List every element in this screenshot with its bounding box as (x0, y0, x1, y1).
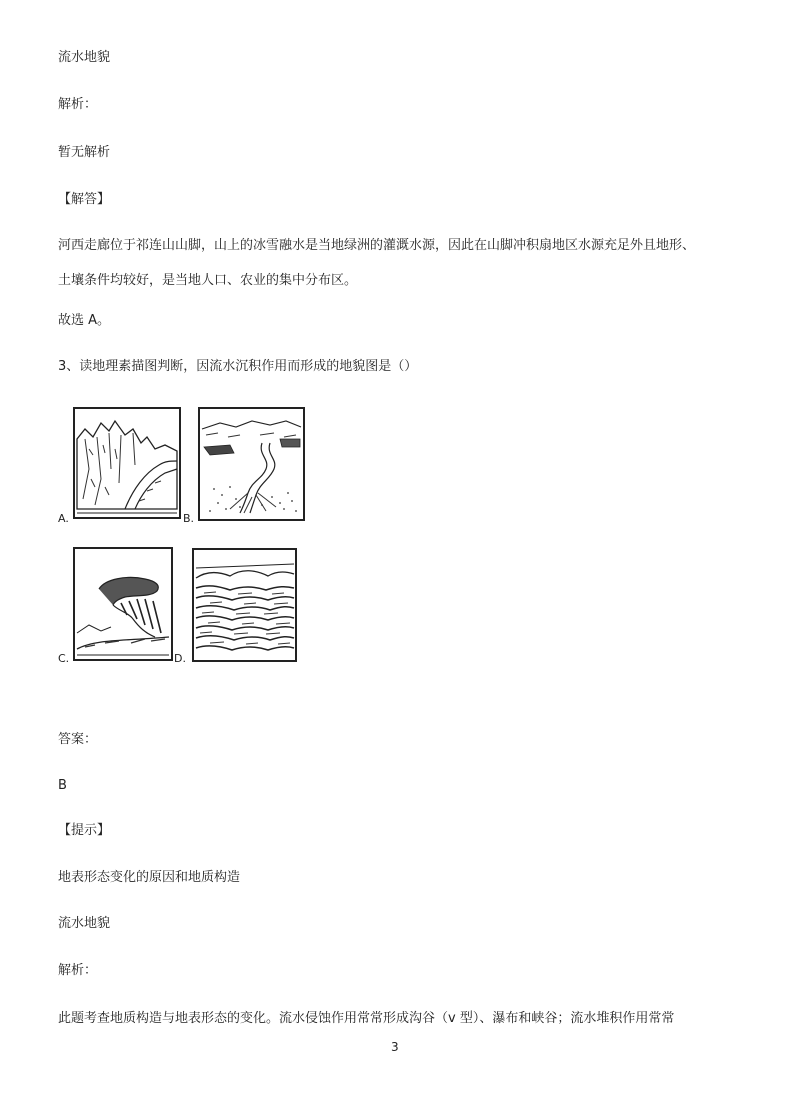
analysis-label: 解析： (58, 963, 98, 978)
option-a-sketch (73, 407, 181, 519)
text-line: 地表形态变化的原因和地质构造 (58, 870, 241, 885)
option-b-label: B. (183, 512, 195, 525)
text-line: 流水地貌 (58, 50, 111, 65)
option-b-sketch (198, 407, 305, 521)
text-line: 流水地貌 (58, 916, 111, 931)
option-a-label: A. (58, 512, 69, 525)
text-line: 此题考查地质构造与地表形态的变化。流水侵蚀作用常常形成沟谷（v 型）、瀑布和峡谷；流水堆积作用常常 (58, 1011, 675, 1026)
analysis-label: 解析： (58, 97, 98, 112)
text-line: 故选 A。 (58, 313, 111, 328)
option-c-sketch (73, 547, 173, 661)
page-number: 3 (391, 1040, 399, 1054)
text-line: 河西走廊位于祁连山山脚，山上的冰雪融水是当地绿洲的灌溉水源，因此在山脚冲积扇地区水源充足外且地形、 (58, 238, 696, 253)
option-d-sketch (192, 548, 297, 662)
text-line: 土壤条件均较好，是当地人口、农业的集中分布区。 (58, 273, 358, 288)
hint-heading: 【提示】 (58, 823, 111, 838)
question-3: 3、读地理素描图判断，因流水沉积作用而形成的地貌图是（） (58, 359, 418, 374)
answer-value: B (58, 778, 67, 793)
option-c-label: C. (58, 652, 70, 665)
text-line: 暂无解析 (58, 145, 111, 160)
answer-section-heading: 【解答】 (58, 192, 111, 207)
option-d-label: D. (174, 652, 186, 665)
answer-label: 答案： (58, 732, 98, 747)
